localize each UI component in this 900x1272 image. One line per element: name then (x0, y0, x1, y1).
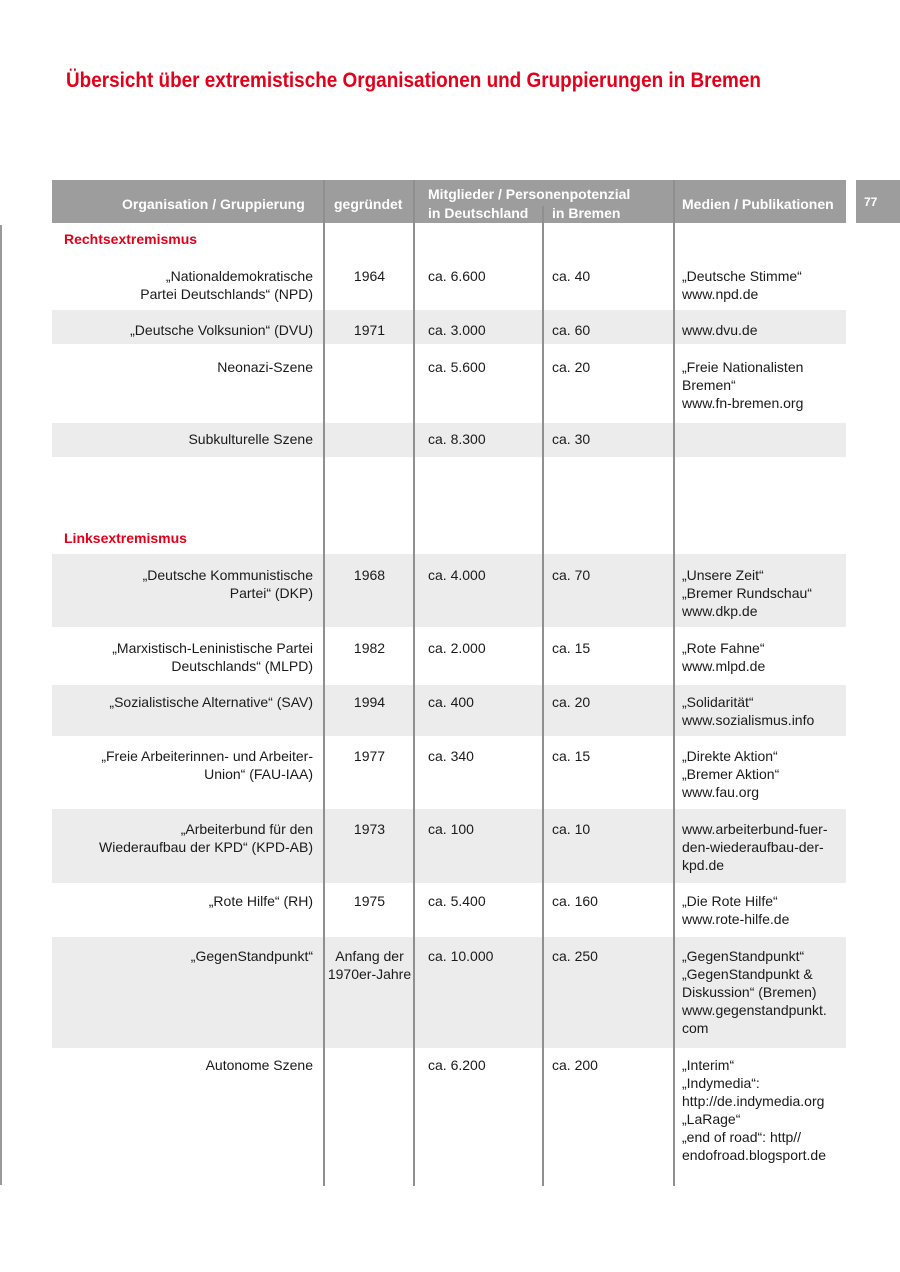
cell-year: 1994 (353, 694, 386, 710)
cell-media: „Solidarität“ www.sozialismus.info (682, 694, 815, 728)
cell-bremen: ca. 10 (552, 821, 591, 837)
cell-bremen: ca. 250 (552, 948, 598, 964)
page-number: 77 (856, 180, 900, 223)
cell-media: „Deutsche Stimme“ www.npd.de (682, 268, 802, 302)
cell-media: „Interim“ „Indymedia“: http://de.indymedia.org „LaRage“ „end of road“: http// endofroad.blogsport.de (682, 1057, 826, 1163)
cell-bremen: ca. 200 (552, 1057, 598, 1073)
cell-germany: ca. 4.000 (428, 567, 486, 583)
cell-bremen: ca. 15 (552, 748, 591, 764)
cell-organisation: „Freie Arbeiterinnen- und Arbeiter- Union“ (FAU-IAA) (101, 748, 313, 782)
cell-organisation: Subkulturelle Szene (188, 431, 313, 447)
cell-germany: ca. 340 (428, 748, 474, 764)
cell-organisation: Autonome Szene (205, 1057, 313, 1073)
cell-bremen: ca. 40 (552, 268, 591, 284)
cell-organisation: „Sozialistische Alternative“ (SAV) (109, 694, 313, 710)
cell-bremen: ca. 20 (552, 359, 591, 375)
cell-organisation: „Deutsche Kommunistische Partei“ (DKP) (142, 567, 313, 601)
section-heading-left: Linksextremismus (64, 530, 187, 546)
column-divider (673, 180, 675, 1186)
cell-bremen: ca. 30 (552, 431, 591, 447)
cell-organisation: „Arbeiterbund für den Wiederaufbau der KPD“ (KPD-AB) (99, 821, 313, 855)
cell-germany: ca. 2.000 (428, 640, 486, 656)
cell-germany: ca. 400 (428, 694, 474, 710)
cell-germany: ca. 3.000 (428, 322, 486, 338)
table-header (52, 180, 846, 223)
left-margin-rule (0, 225, 2, 1185)
cell-bremen: ca. 20 (552, 694, 591, 710)
cell-year: 1968 (353, 567, 386, 583)
header-germany: in Deutschland (428, 205, 529, 221)
cell-organisation: „GegenStandpunkt“ (190, 948, 313, 964)
cell-germany: ca. 6.600 (428, 268, 486, 284)
cell-year: 1982 (353, 640, 386, 656)
cell-year: 1975 (353, 893, 386, 909)
cell-bremen: ca. 160 (552, 893, 598, 909)
cell-germany: ca. 8.300 (428, 431, 486, 447)
header-year: gegründet (334, 196, 403, 212)
cell-germany: ca. 6.200 (428, 1057, 486, 1073)
cell-organisation: „Deutsche Volksunion“ (DVU) (130, 322, 313, 338)
cell-media: „Unsere Zeit“ „Bremer Rundschau“ www.dkp.de (682, 567, 812, 619)
cell-germany: ca. 5.600 (428, 359, 486, 375)
cell-germany: ca. 100 (428, 821, 474, 837)
cell-bremen: ca. 60 (552, 322, 591, 338)
cell-media: „Direkte Aktion“ „Bremer Aktion“ www.fau.org (682, 748, 780, 800)
cell-bremen: ca. 70 (552, 567, 591, 583)
cell-year: 1977 (353, 748, 386, 764)
cell-year: 1971 (353, 322, 386, 338)
page-title: Übersicht über extremistische Organisationen und Gruppierungen in Bremen (66, 68, 761, 92)
cell-media: „Rote Fahne“ www.mlpd.de (682, 640, 766, 674)
cell-organisation: Neonazi-Szene (217, 359, 313, 375)
header-media: Medien / Publikationen (682, 196, 834, 212)
cell-year: 1973 (353, 821, 386, 837)
cell-year: Anfang der 1970er-Jahre (327, 948, 412, 982)
cell-media: www.dvu.de (682, 322, 758, 338)
cell-organisation: „Marxistisch-Leninistische Partei Deutschlands“ (MLPD) (112, 640, 313, 674)
cell-media: „GegenStandpunkt“ „GegenStandpunkt & Diskussion“ (Bremen) www.gegenstandpunkt. com (682, 948, 827, 1036)
cell-organisation: „Nationaldemokratische Partei Deutschlands“ (NPD) (140, 268, 313, 302)
header-members: Mitglieder / Personenpotenzial (428, 186, 631, 202)
cell-media: „Die Rote Hilfe“ www.rote-hilfe.de (682, 893, 790, 927)
cell-year: 1964 (353, 268, 386, 284)
cell-bremen: ca. 15 (552, 640, 591, 656)
cell-media: www.arbeiterbund-fuer- den-wiederaufbau-der- kpd.de (682, 821, 828, 873)
cell-germany: ca. 10.000 (428, 948, 494, 964)
section-heading-right: Rechtsextremismus (64, 231, 198, 247)
cell-organisation: „Rote Hilfe“ (RH) (208, 893, 313, 909)
cell-germany: ca. 5.400 (428, 893, 486, 909)
cell-media: „Freie Nationalisten Bremen“ www.fn-bremen.org (682, 359, 804, 411)
header-organisation: Organisation / Gruppierung (122, 196, 305, 212)
header-bremen: in Bremen (552, 205, 621, 221)
